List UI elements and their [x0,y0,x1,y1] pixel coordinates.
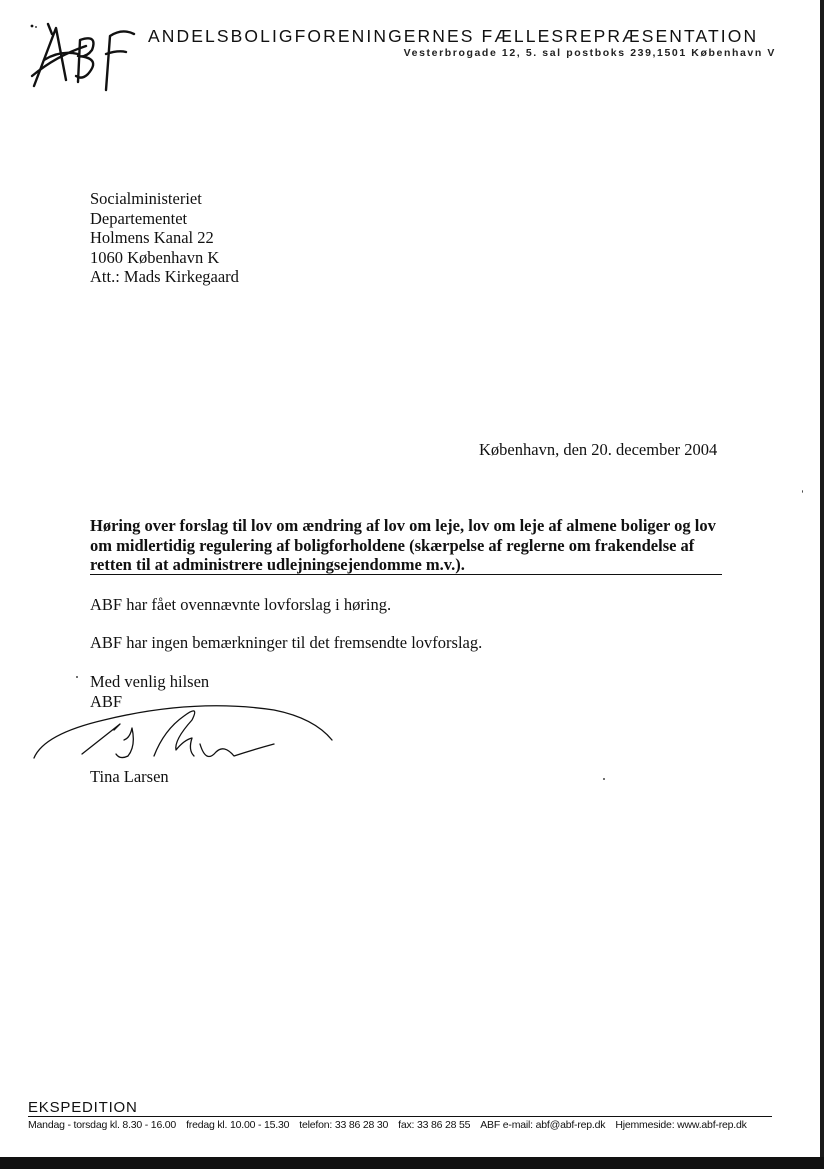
footer-hours-weekdays: Mandag - torsdag kl. 8.30 - 16.00 [28,1119,177,1131]
recipient-line: Departementet [90,208,188,228]
organization-name: ANDELSBOLIGFORENINGERNES FÆLLESREPRÆSENTATION [148,26,759,46]
handwritten-signature [24,690,344,770]
footer-divider [28,1116,772,1117]
recipient-line: Att.: Mads Kirkegaard [90,267,239,287]
footer-phone: telefon: 33 86 28 30 [299,1119,389,1131]
abf-logo [26,16,144,102]
letter-subject: Høring over forslag til lov om ændring af lov om leje, lov om leje af almene boliger og lov om midlertidig regulering af boligforholdene (skærpelse af reglerne om frakendelse af retten til at administrere udlejningsejendomme m.v.). [90,516,716,575]
letter-date: København, den 20. december 2004 [479,440,718,459]
recipient-line: Holmens Kanal 22 [90,228,214,248]
scan-edge-bottom [0,1157,824,1169]
subject-underline [90,574,722,575]
footer-fax: fax: 33 86 28 55 [398,1119,471,1131]
body-paragraph: ABF har ingen bemærkninger til det fremsendte lovforslag. [90,633,483,652]
closing-organization: ABF [90,691,123,711]
organization-address: Vesterbrogade 12, 5. sal postboks 239,1501 København V [403,47,776,59]
scan-speck [76,676,78,678]
body-paragraph: ABF har fået ovennævnte lovforslag i høring. [90,595,392,614]
footer-contact-info [28,1119,778,1131]
footer-email: ABF e-mail: abf@abf-rep.dk [480,1119,606,1131]
recipient-line: 1060 København K [90,247,220,267]
scan-speck [603,778,605,780]
scan-speck [35,26,37,28]
scan-speck [802,490,803,493]
closing-greeting: Med venlig hilsen [90,672,210,691]
signer-name: Tina Larsen [90,767,169,786]
footer-hours-friday: fredag kl. 10.00 - 15.30 [186,1119,290,1131]
recipient-address-block [90,189,239,287]
footer-title: EKSPEDITION [28,1099,138,1116]
scan-edge-right [820,0,824,1169]
footer-website: Hjemmeside: www.abf-rep.dk [615,1119,747,1131]
recipient-line: Socialministeriet [90,189,202,208]
